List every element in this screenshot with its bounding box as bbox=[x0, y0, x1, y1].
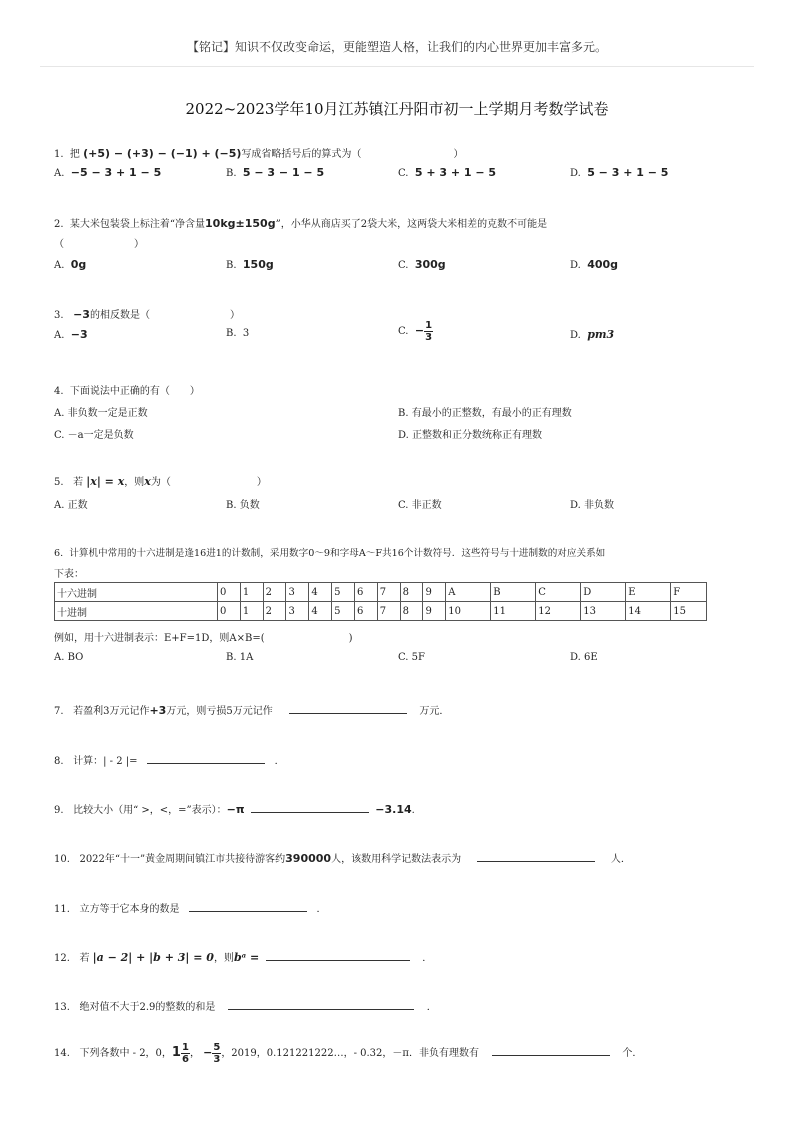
q6-option-a[interactable] bbox=[54, 652, 83, 663]
text-q1-options-3-letter: D. bbox=[570, 168, 581, 179]
text-q1-options-1-letter: B. bbox=[226, 168, 237, 179]
text-q10-num: 10. bbox=[54, 854, 70, 865]
table-cell: 6 bbox=[354, 583, 377, 602]
text-q4-options-1-letter: B. bbox=[398, 408, 409, 419]
table-cell: 4 bbox=[309, 583, 332, 602]
text-q7-num: 7. bbox=[54, 706, 64, 717]
text-q2-options-0-letter: A. bbox=[54, 260, 65, 271]
q5-option-b[interactable] bbox=[226, 496, 260, 511]
text-q1-options-1-text: 5 − 3 − 1 − 5 bbox=[242, 166, 325, 179]
table-cell: E bbox=[626, 583, 671, 602]
q5-expression: |x| = x bbox=[86, 475, 125, 488]
text-q6-example_close: ) bbox=[348, 633, 353, 644]
text-q12-pre: 若 bbox=[79, 953, 90, 964]
fraction-five-thirds bbox=[212, 1042, 221, 1065]
text-q13-pre: 绝对值不大于2.9的整数的和是 bbox=[79, 1002, 216, 1013]
text-q5-pre: 若 bbox=[73, 477, 84, 488]
question-2 bbox=[54, 215, 547, 230]
text-q4-options-2-letter: C. bbox=[54, 430, 65, 441]
table-cell: 7 bbox=[377, 583, 400, 602]
table-cell: 12 bbox=[536, 602, 581, 621]
fraction-one-and-one-sixth bbox=[181, 1042, 190, 1065]
text-q14-f1_den: 6 bbox=[181, 1054, 189, 1065]
q4-option-c[interactable] bbox=[54, 426, 134, 441]
q4-option-d[interactable] bbox=[398, 426, 542, 441]
table-cell: 9 bbox=[423, 602, 446, 621]
q3-expression: −3 bbox=[73, 308, 90, 321]
table-cell: 11 bbox=[491, 602, 536, 621]
text-q1-options-0-letter: A. bbox=[54, 168, 65, 179]
q2-option-c[interactable] bbox=[398, 258, 446, 271]
text-q9-num: 9. bbox=[54, 805, 64, 816]
text-q7-pre: 若盈利3万元记作 bbox=[73, 706, 150, 717]
text-q6-options-0-text: BO bbox=[67, 652, 84, 663]
text-q14-post: 个． bbox=[622, 1048, 643, 1059]
q2-option-d[interactable] bbox=[570, 258, 618, 271]
text-q12-mid: ，则 bbox=[213, 953, 234, 964]
table-cell: 0 bbox=[218, 583, 241, 602]
question-3 bbox=[54, 306, 240, 321]
text-q4-options-1-text: 有最小的正整数，有最小的正有理数 bbox=[411, 408, 572, 419]
table-cell: 0 bbox=[218, 602, 241, 621]
text-q5-options-3-letter: D. bbox=[570, 500, 581, 511]
page-title: 2022~2023学年10月江苏镇江丹阳市初一上学期月考数学试卷 bbox=[185, 100, 609, 118]
text-q3-close: ） bbox=[229, 310, 240, 321]
text-q1-post: 写成省略括号后的算式为（ bbox=[241, 149, 362, 160]
text-q14-f2_sign: − bbox=[203, 1046, 213, 1059]
text-q5-close: ） bbox=[256, 477, 267, 488]
text-q6-options-1-text: 1A bbox=[239, 652, 254, 663]
q4-option-b[interactable] bbox=[398, 404, 572, 419]
text-q3-optC_letter: C. bbox=[398, 326, 409, 337]
q1-option-a[interactable] bbox=[54, 166, 161, 179]
text-q4-options-3-letter: D. bbox=[398, 430, 409, 441]
table-cell: 15 bbox=[671, 602, 707, 621]
table-cell: 4 bbox=[309, 602, 332, 621]
text-q14-num: 14. bbox=[54, 1048, 70, 1059]
motto-banner: 【铭记】知识不仅改变命运，更能塑造人格，让我们的内心世界更加丰富多元。 bbox=[186, 40, 607, 54]
text-q13-num: 13. bbox=[54, 1002, 70, 1013]
table-cell: 13 bbox=[581, 602, 626, 621]
question-8 bbox=[54, 752, 285, 767]
question-13 bbox=[54, 998, 437, 1013]
text-q2-num: 2. bbox=[54, 219, 64, 230]
text-q5-options-1-letter: B. bbox=[226, 500, 237, 511]
table-cell: 2 bbox=[263, 583, 286, 602]
q7-answer-blank[interactable] bbox=[289, 704, 407, 714]
text-q9-expr1: −π bbox=[226, 803, 245, 816]
q14-answer-blank[interactable] bbox=[492, 1046, 610, 1056]
q5-option-d[interactable] bbox=[570, 496, 614, 511]
text-q1-options-2-text: 5 + 3 + 1 − 5 bbox=[414, 166, 497, 179]
table-cell: D bbox=[581, 583, 626, 602]
text-q5-options-1-text: 负数 bbox=[239, 500, 260, 511]
q3-option-d[interactable] bbox=[570, 328, 614, 341]
text-q1-num: 1. bbox=[54, 149, 64, 160]
q4-option-a[interactable] bbox=[54, 404, 148, 419]
table-cell: 7 bbox=[377, 602, 400, 621]
text-q6-options-3-text: 6E bbox=[584, 652, 598, 663]
table-cell: B bbox=[491, 583, 536, 602]
text-q5-post: 为（ bbox=[150, 477, 171, 488]
text-q3-optD: pm3 bbox=[587, 328, 615, 341]
text-q1-close: ） bbox=[453, 149, 464, 160]
table-cell: 3 bbox=[286, 583, 309, 602]
q13-answer-blank[interactable] bbox=[228, 1000, 414, 1010]
text-q12-post: ． bbox=[422, 953, 433, 964]
q2-answer-paren: （ ） bbox=[54, 239, 144, 250]
table-cell: 14 bbox=[626, 602, 671, 621]
table-cell: 6 bbox=[354, 602, 377, 621]
q1-expression: (+5) − (+3) − (−1) + (−5) bbox=[83, 147, 242, 160]
q1-option-d[interactable] bbox=[570, 166, 668, 179]
text-q6-num: 6. bbox=[54, 548, 64, 559]
text-q9-post: . bbox=[411, 805, 415, 816]
text-q5-num: 5. bbox=[54, 477, 64, 488]
table-cell: 5 bbox=[332, 583, 355, 602]
q5-option-a[interactable] bbox=[54, 496, 88, 511]
q10-answer-blank[interactable] bbox=[477, 852, 595, 862]
text-q2-options-1-text: 150g bbox=[242, 258, 274, 271]
text-q3-optB: 3 bbox=[242, 328, 250, 339]
text-q14-f1_num: 1 bbox=[181, 1042, 189, 1053]
text-q8-pre: 计算：| - 2 |= bbox=[73, 756, 138, 767]
question-10 bbox=[54, 850, 631, 865]
text-q11-num: 11. bbox=[54, 904, 70, 915]
q3-option-c[interactable] bbox=[398, 320, 433, 343]
text-q5-options-0-letter: A. bbox=[54, 500, 65, 511]
text-q9-pre: 比较大小（用“ >，<，=”表示）： bbox=[73, 805, 227, 816]
text-q3-num: 3. bbox=[54, 310, 64, 321]
q1-option-b[interactable] bbox=[226, 166, 324, 179]
text-q5-var: x bbox=[144, 475, 151, 488]
q6-option-b[interactable] bbox=[226, 652, 253, 663]
table-cell: 3 bbox=[286, 602, 309, 621]
text-q5-options-3-text: 非负数 bbox=[584, 500, 615, 511]
text-q14-sep1: ， bbox=[189, 1048, 200, 1059]
question-6 bbox=[54, 545, 605, 559]
text-q6-options-2-letter: C. bbox=[398, 652, 409, 663]
table-cell: 1 bbox=[240, 583, 263, 602]
text-q3-optA: −3 bbox=[70, 328, 88, 341]
text-q3-optC_num: 1 bbox=[425, 320, 433, 331]
text-q3-post: 的相反数是（ bbox=[89, 310, 150, 321]
q6-example bbox=[54, 629, 353, 644]
table-cell: 8 bbox=[400, 583, 423, 602]
text-q9-expr2: −3.14 bbox=[375, 803, 412, 816]
text-q1-options-0-text: −5 − 3 + 1 − 5 bbox=[70, 166, 162, 179]
table-cell: 8 bbox=[400, 602, 423, 621]
text-q10-post: 人． bbox=[610, 854, 631, 865]
question-11 bbox=[54, 900, 327, 915]
text-q2-options-2-text: 300g bbox=[414, 258, 446, 271]
text-q1-pre: 把 bbox=[69, 149, 80, 160]
text-q6-example: 例如，用十六进制表示：E+F=1D，则A×B=( bbox=[54, 633, 265, 644]
table-row-hex bbox=[55, 583, 707, 602]
text-q13-post: ． bbox=[426, 1002, 437, 1013]
question-14 bbox=[54, 1042, 642, 1065]
text-q6-options-0-letter: A. bbox=[54, 652, 65, 663]
table-cell: 十进制 bbox=[55, 602, 218, 621]
text-q3-optB_letter: B. bbox=[226, 328, 237, 339]
text-q2-options-3-letter: D. bbox=[570, 260, 581, 271]
text-q6-options-3-letter: D. bbox=[570, 652, 581, 663]
text-q10-pre: 2022年“十一”黄金周期间镇江市共接待游客约 bbox=[79, 854, 286, 865]
text-q2-options-0-text: 0g bbox=[70, 258, 87, 271]
text-q14-f2_den: 3 bbox=[213, 1054, 221, 1065]
text-q3-optC_den: 3 bbox=[425, 332, 433, 343]
q6-line-2: 下表： bbox=[54, 569, 84, 580]
q11-answer-blank[interactable] bbox=[189, 902, 307, 912]
text-q3-optA_letter: A. bbox=[54, 330, 65, 341]
question-5 bbox=[54, 473, 267, 488]
text-q11-post: ． bbox=[316, 904, 327, 915]
text-q2-options-3-text: 400g bbox=[587, 258, 619, 271]
text-q2-options-1-letter: B. bbox=[226, 260, 237, 271]
text-q4-text: 下面说法中正确的有（ ） bbox=[69, 386, 200, 397]
text-q6-options-2-text: 5F bbox=[411, 652, 425, 663]
table-cell: 10 bbox=[446, 602, 491, 621]
q3-option-b[interactable] bbox=[226, 328, 249, 339]
text-q3-optD_letter: D. bbox=[570, 330, 581, 341]
q1-option-c[interactable] bbox=[398, 166, 496, 179]
question-9 bbox=[54, 801, 415, 816]
text-q14-rest: ，2019，0.121221222…，- 0.32，－π．非负有理数有 bbox=[221, 1048, 479, 1059]
q6-option-d[interactable] bbox=[570, 652, 598, 663]
table-cell: 9 bbox=[423, 583, 446, 602]
text-q7-mid: 万元，则亏损5万元记作 bbox=[166, 706, 273, 717]
text-q2-post: ”，小华从商店买了2袋大米，这两袋大米相差的克数不可能是 bbox=[275, 219, 548, 230]
text-q5-options-2-text: 非正数 bbox=[411, 500, 442, 511]
q2-option-a[interactable] bbox=[54, 258, 86, 271]
text-q14-f2_num: 5 bbox=[213, 1042, 221, 1053]
header-divider bbox=[40, 66, 754, 67]
text-q3-optC_sign: − bbox=[414, 324, 425, 337]
text-q10-expr: 390000 bbox=[285, 852, 332, 865]
text-q1-options-2-letter: C. bbox=[398, 168, 409, 179]
q8-answer-blank[interactable] bbox=[147, 754, 265, 764]
text-q1-options-3-text: 5 − 3 + 1 − 5 bbox=[587, 166, 669, 179]
question-7 bbox=[54, 702, 449, 717]
table-cell: 5 bbox=[332, 602, 355, 621]
text-q6-options-1-letter: B. bbox=[226, 652, 237, 663]
question-1 bbox=[54, 145, 463, 160]
table-cell: C bbox=[536, 583, 581, 602]
q5-option-c[interactable] bbox=[398, 496, 442, 511]
text-q12-expr: |a − 2| + |b + 3| = 0 bbox=[92, 951, 214, 964]
text-q11-pre: 立方等于它本身的数是 bbox=[79, 904, 180, 915]
text-q5-mid: ，则 bbox=[124, 477, 145, 488]
text-q5-options-2-letter: C. bbox=[398, 500, 409, 511]
text-q12-expr2: bᵃ = bbox=[233, 951, 260, 964]
text-q12-num: 12. bbox=[54, 953, 70, 964]
text-q10-mid: 人，该数用科学记数法表示为 bbox=[331, 854, 462, 865]
fraction-one-third bbox=[424, 320, 433, 343]
text-q8-num: 8. bbox=[54, 756, 64, 767]
q2-option-b[interactable] bbox=[226, 258, 274, 271]
table-cell: 1 bbox=[240, 602, 263, 621]
text-q4-options-2-text: －a一定是负数 bbox=[67, 430, 134, 441]
q3-option-a[interactable] bbox=[54, 328, 88, 341]
text-q4-options-0-letter: A. bbox=[54, 408, 65, 419]
text-q2-options-2-letter: C. bbox=[398, 260, 409, 271]
text-q14-pre: 下列各数中 - 2，0， bbox=[79, 1048, 172, 1059]
text-q14-f1_whole: 1 bbox=[171, 1045, 181, 1060]
q12-answer-blank[interactable] bbox=[266, 951, 410, 961]
question-4 bbox=[54, 382, 200, 397]
q9-answer-blank[interactable] bbox=[251, 803, 369, 813]
question-12 bbox=[54, 949, 432, 964]
text-q4-options-3-text: 正整数和正分数统称正有理数 bbox=[412, 430, 543, 441]
table-cell: 2 bbox=[263, 602, 286, 621]
text-q7-post: 万元． bbox=[419, 706, 450, 717]
hex-decimal-table bbox=[54, 582, 707, 621]
q6-option-c[interactable] bbox=[398, 652, 425, 663]
text-q5-options-0-text: 正数 bbox=[67, 500, 88, 511]
text-q2-pre: 某大米包装袋上标注着“净含量 bbox=[69, 219, 206, 230]
text-q7-expr: +3 bbox=[149, 704, 167, 717]
text-q4-num: 4. bbox=[54, 386, 64, 397]
text-q8-post: ． bbox=[274, 756, 285, 767]
q2-expression: 10kg±150g bbox=[205, 217, 276, 230]
table-cell: 十六进制 bbox=[55, 583, 218, 602]
table-row-decimal bbox=[55, 602, 707, 621]
table-cell: F bbox=[671, 583, 707, 602]
text-q4-options-0-text: 非负数一定是正数 bbox=[67, 408, 148, 419]
text-q6-line1: 计算机中常用的十六进制是逢16进1的计数制，采用数字0～9和字母A～F共16个计数符号．这些符号与十进制数的对应关系如 bbox=[69, 548, 606, 559]
table-cell: A bbox=[446, 583, 491, 602]
